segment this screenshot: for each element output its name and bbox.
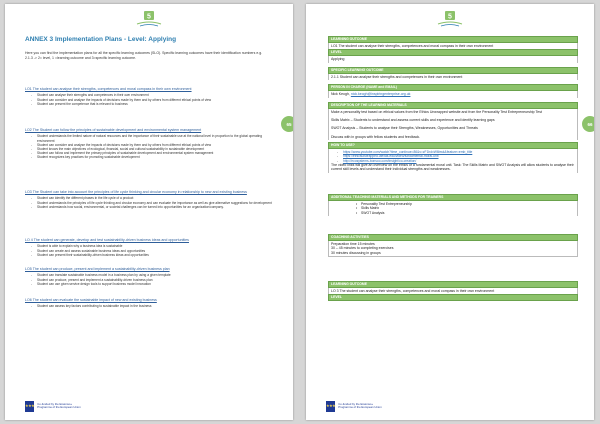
list-item: - Student knows the main objectives of ecological, financial, social and cultural sustainability in sustainable development [37,147,273,151]
activity-line: 30 – 45 minutes to completing exercises [331,246,394,251]
lo-heading: LO 4 The student can generate, develop and test sustainability-driven business ideas and opportunities [25,238,189,242]
list-item: - Student can use given service design tools to support business model innovation [37,282,273,286]
description-header: DESCRIPTION OF THE LEARNING MATERIALS [328,102,578,109]
list-item: - Student can present their sustainability-driven business ideas and opportunities [37,253,273,257]
eu-flag-icon: ★★★ [25,401,34,412]
lo-heading: LO2 The Student can follow the principles of sustainable development and environmental system management [25,128,202,132]
lo-list [25,93,273,106]
person-header: PERSON IN CHARGE (NAME and EMAIL) [328,84,578,91]
implementation-plan-table [328,36,578,140]
lo-heading: LO3 The Student can take into account the principles of life cycle thinking and circular economy in relationship to new and existing business [25,190,247,194]
eu-flag-icon: ★★★ [326,401,335,412]
document-page-right [306,4,594,420]
list-item: • SWOT Analysis [361,211,575,215]
intro-paragraph: Here you can find the implementation plans for all the specific learning outcomes (SLO). Specific learning outcomes have their identification numbers e.g. 2.1.3 -> 2= level, 1 =learning outcome and 3=specific learning outcome. [25,51,263,60]
slo-header: SPECIFIC LEARNING OUTCOME [328,67,578,74]
activity-line: 30 minutes discussing in groups [331,250,381,255]
svg-text:5: 5 [448,13,452,21]
list-item: - Student is able to explain why a business idea is sustainable [37,244,273,248]
list-item: • Skills Matrix [361,206,575,210]
lo-section-3 [25,190,273,209]
project-logo-icon [432,10,468,28]
activity-line: Preparation time 15 minutes [331,242,375,246]
eu-cofunded-text: Co-funded by the Erasmus+ Programme of the European Union [37,401,81,409]
list-item: - Student can assess key factors contributing to sustainable impact in the business [37,304,273,308]
lo-heading: LO1 The student can analyse their strengths, competences and moral compass in their own environment [25,87,192,91]
lo-section-4 [25,238,273,257]
additional-materials-section [328,194,578,216]
person-email-link[interactable]: nick.keogh@inspiringenterprise.org.uk [350,92,411,97]
page-number-badge: 66 [582,116,594,132]
list-item: - Student can follow and implement the primary principles of sustainable development and environmental system management [37,151,273,155]
eu-cofunded-text: Co-funded by the Erasmus+ Programme of the European Union [338,401,382,409]
lo-section-6 [25,298,273,309]
coaching-activities-header: COACHING ACTIVITIES [328,234,578,241]
list-item: - Student can translate sustainable business model in a business plan by using a given template [37,273,273,277]
lo-list [25,196,273,209]
how-to-use-text: The video links will give an overview on the ethics of a fundamental moral unit. Task: The Skills Matrix and SWOT Analysis will allow students to analyse their current skill levels and understand their individual strengths and weaknesses. [331,162,574,172]
learning-outcome-header: LEARNING OUTCOME [328,281,578,288]
list-item: - Student can identify the different phases in the life cycle of a product [37,196,273,200]
list-item: - Student can present the competence that is relevant to business [37,102,273,106]
list-item: - Student understands how social, environmental, or societal challenges can be turned into opportunities for an organization/company. [37,205,273,209]
level-cell: Applying [328,56,578,62]
list-item [343,159,575,163]
lo-list [25,273,273,286]
additional-materials-cell [328,201,578,216]
description-text: Make a personality test based on ethical values from the Ethics Unwrapped website and from the Personality Test Entrepreneurship Test [331,109,542,114]
video-link[interactable]: http://ecosystems-bonsoo.com/insight/co-creation/ [343,158,417,163]
how-to-use-cell [328,149,578,173]
list-item: - Student can produce, present and implement a sustainability-driven business plan [37,278,273,282]
how-to-use-section [328,142,578,173]
person-name: Nick Keogh, [331,92,351,97]
lo-list [25,244,273,257]
lo-heading: LO5 The student can produce, present and implement a sustainability-driven business plan [25,267,170,271]
level-header: LEVEL [328,49,578,56]
lo-section-5 [25,267,273,286]
lo-heading: LO6 The student can evaluate the sustainable impact of new and existing business [25,298,157,302]
list-item: - Student understands the limited nature of natural resources and the importance of their sustainable use at the national level in proportion to the global operating environment [37,134,273,142]
list-item: - Student can analyse their strengths and competences in their own environment [37,93,273,97]
svg-text:5: 5 [147,13,151,21]
video-link[interactable]: https://ethicsunwrapped.utexas.edu/video/fundamental-moral-unit [343,154,439,159]
document-page-left [5,4,293,420]
eu-cofunded-logo [25,400,83,412]
eu-cofunded-logo [326,400,384,412]
list-item: - Student can consider and analyse the impacts of decisions made by them and by others from different ethical points of view [37,143,273,147]
list-item: • Personality Test Entrepreneurship [361,202,575,206]
link-list [331,150,575,163]
bottom-outcome-table [328,281,578,301]
learning-outcome-header: LEARNING OUTCOME [328,36,578,43]
coaching-activities-cell [328,241,578,257]
lo-section-2 [25,128,273,160]
additional-materials-header: ADDITIONAL TEACHING MATERIALS AND METHODS FOR TRAINERS [328,194,578,201]
description-text: Discuss with in groups with fellow students and feedback. [331,134,421,139]
list-item: - Student can create and assess sustainable business ideas and opportunities [37,249,273,253]
project-logo-icon [131,10,167,28]
materials-list [331,202,575,215]
list-item: - Student can consider and analyse the impacts of decisions made by them and by others from different ethical points of view [37,98,273,102]
description-cell [328,109,578,141]
page-number-badge: 65 [281,116,293,132]
description-text: SWOT Analysis – Students to analyse their Strengths, Weaknesses, Opportunities and Threats [331,126,478,131]
list-item: - Student recognizes key practices for promoting sustainable development [37,155,273,159]
coaching-activities-section [328,234,578,257]
how-to-use-header: HOW TO USE? [328,142,578,149]
level-header: LEVEL [328,294,578,301]
video-link[interactable]: https://www.youtube.com/watch?time_continue=86&v=zF1hdvW6bwk&feature=emb_title [343,150,473,154]
learning-outcome-cell: LO 3 The student can analyse their strengths, competences and moral compass in their own environment [328,288,578,294]
description-text: Skills Matrix – Students to understand and assess current skills and experience and identify learning gaps [331,118,495,123]
slo-cell: 2.1.1 Student can analyse their strengths and competences in their own environment [328,74,578,80]
lo-list [25,134,273,159]
lo-section-1 [25,87,273,106]
page-title: ANNEX 3 Implementation Plans - Level: Applying [25,36,177,43]
lo-list [25,304,273,308]
learning-outcome-cell: LO1 The student can analyse their strengths, competences and moral compass in their own environment [328,43,578,49]
list-item: - Student understands the principles of life cycle thinking and circular economy and can evaluate the importance as well as give alternative suggestions for development [37,201,273,205]
